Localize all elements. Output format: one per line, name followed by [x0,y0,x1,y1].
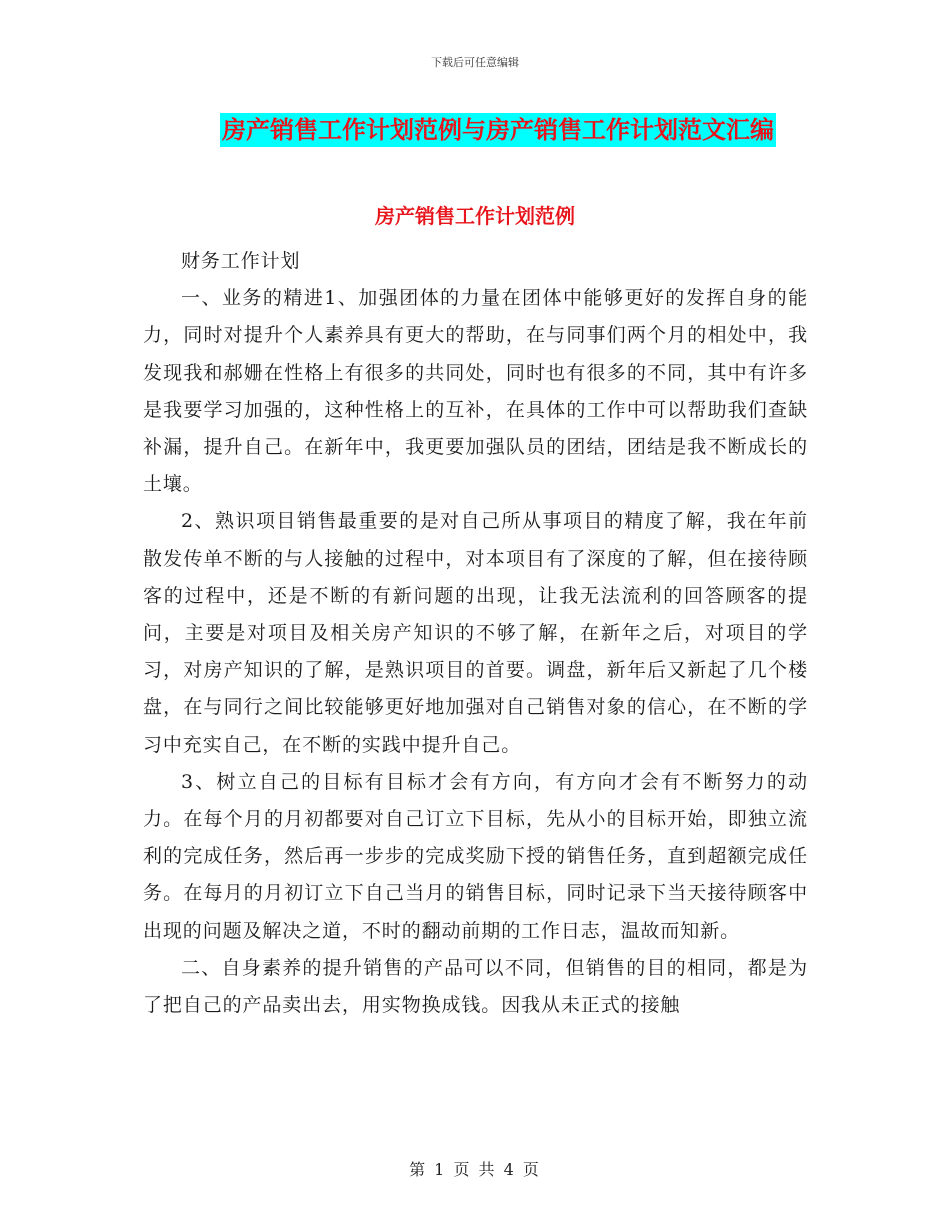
section-title: 房产销售工作计划范例 [375,204,575,228]
main-title-container [0,113,950,147]
paragraph: 3、树立自己的目标有目标才会有方向，有方向才会有不断努力的动力。在每个月的月初都要对自己订立下目标，先从小的目标开始，即独立流利的完成任务，然后再一步步的完成奖励下授的销售任务，直到超额完成任务。在每月的月初订立下自己当月的销售目标，同时记录下当天接待顾客中出现的问题及解决之道，不时的翻动前期的工作日志，温故而知新。 [143,770,808,942]
paragraph: 一、业务的精进1、加强团体的力量在团体中能够更好的发挥自身的能力，同时对提升个人素养具有更大的帮助，在与同事们两个月的相处中，我发现我和郝姗在性格上有很多的共同处，同时也有很多的不同，其中有许多是我要学习加强的，这种性格上的互补，在具体的工作中可以帮助我们查缺补漏，提升自己。在新年中，我更要加强队员的团结，团结是我不断成长的土壤。 [143,287,808,496]
header-note: 下载后可任意编辑 [431,56,519,69]
paragraph-heading: 财务工作计划 [181,250,301,272]
paragraph: 2、熟识项目销售最重要的是对自己所从事项目的精度了解，我在年前散发传单不断的与人接触的过程中，对本项目有了深度的了解，但在接待顾客的过程中，还是不断的有新问题的出现，让我无法流利的回答顾客的提问，主要是对项目及相关房产知识的不够了解，在新年之后，对项目的学习，对房产知识的了解，是熟识项目的首要。调盘，新年后又新起了几个楼盘，在与同行之间比较能够更好地加强对自己销售对象的信心，在不断的学习中充实自己，在不断的实践中提升自己。 [143,510,808,756]
paragraph: 二、自身素养的提升销售的产品可以不同，但销售的目的相同，都是为了把自己的产品卖出去，用实物换成钱。因我从未正式的接触 [143,956,808,1017]
main-title: 房产销售工作计划范例与房产销售工作计划范文汇编 [220,113,776,147]
document-body [143,243,808,1024]
page-footer: 第 1 页 共 4 页 [409,1160,541,1179]
